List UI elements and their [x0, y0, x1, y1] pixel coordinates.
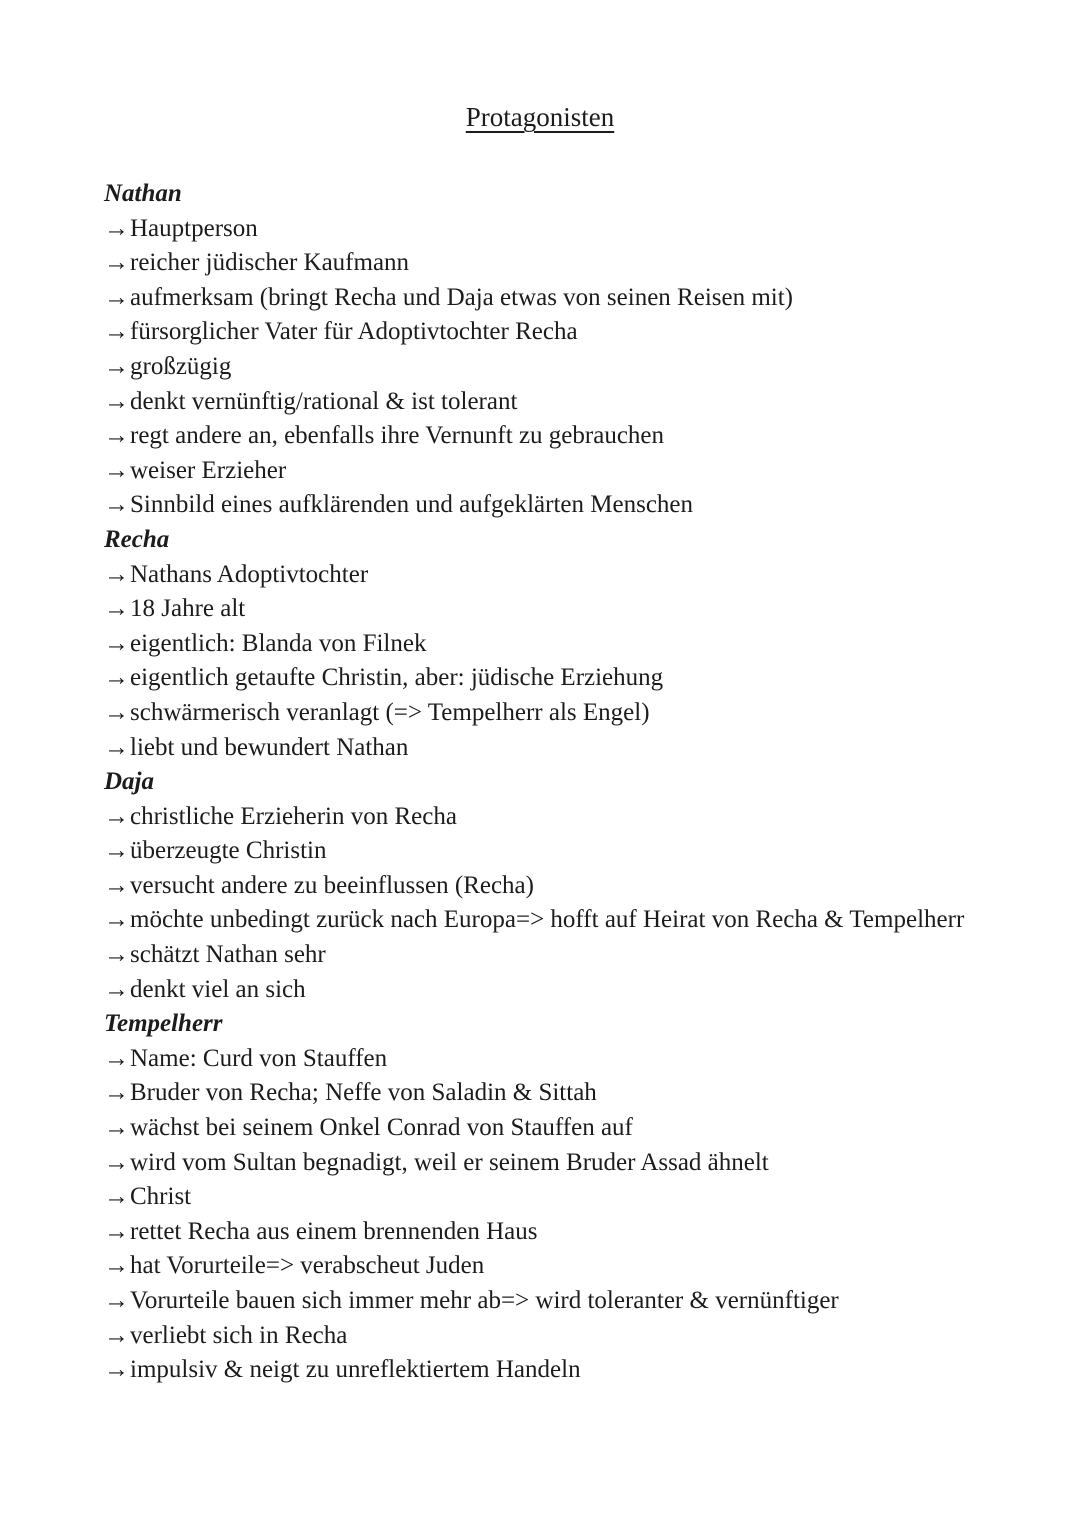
- bullet-text: denkt vernünftig/rational & ist tolerant: [130, 387, 518, 415]
- bullet-item: [104, 246, 984, 281]
- section-heading: Nathan: [104, 180, 182, 207]
- arrow-bullet-icon: →: [104, 941, 129, 969]
- section-heading: Recha: [104, 525, 170, 553]
- arrow-bullet-icon: →: [104, 802, 129, 830]
- bullet-item: [104, 558, 984, 593]
- arrow-bullet-icon: →: [104, 595, 129, 623]
- bullet-text: eigentlich getaufte Christin, aber: jüdische Erziehung: [130, 664, 664, 692]
- bullet-item: [104, 1353, 984, 1388]
- bullet-item: [104, 1146, 984, 1181]
- arrow-bullet-icon: →: [104, 249, 129, 277]
- bullet-text: liebt und bewundert Nathan: [130, 733, 409, 761]
- arrow-bullet-icon: →: [104, 698, 129, 726]
- page-title: Protagonisten: [465, 102, 615, 132]
- bullet-text: Name: Curd von Stauffen: [130, 1044, 388, 1072]
- bullet-item: [104, 869, 984, 904]
- bullet-text: denkt viel an sich: [130, 975, 306, 1003]
- document-body: [104, 177, 984, 1388]
- bullet-item: [104, 315, 984, 350]
- bullet-item: [104, 1284, 984, 1319]
- arrow-bullet-icon: →: [104, 906, 129, 934]
- bullet-item: [104, 212, 984, 247]
- arrow-bullet-icon: →: [104, 560, 129, 588]
- bullet-text: weiser Erzieher: [130, 456, 287, 484]
- bullet-text: aufmerksam (bringt Recha und Daja etwas von seinen Reisen mit): [130, 283, 794, 311]
- bullet-text: hat Vorurteile=> verabscheut Juden: [130, 1252, 485, 1280]
- bullet-item: [104, 1111, 984, 1146]
- bullet-text: verliebt sich in Recha: [130, 1321, 348, 1349]
- bullet-item: [104, 903, 984, 938]
- bullet-text: schätzt Nathan sehr: [130, 941, 326, 969]
- arrow-bullet-icon: →: [104, 1321, 129, 1349]
- bullet-text: versucht andere zu beeinflussen (Recha): [130, 871, 534, 899]
- bullet-text: Sinnbild eines aufklärenden und aufgeklärten Menschen: [130, 491, 694, 519]
- arrow-bullet-icon: →: [104, 422, 129, 450]
- arrow-bullet-icon: →: [104, 1252, 129, 1280]
- bullet-text: impulsiv & neigt zu unreflektiertem Handeln: [130, 1356, 581, 1384]
- arrow-bullet-icon: →: [104, 1148, 129, 1176]
- arrow-bullet-icon: →: [104, 318, 129, 346]
- bullet-text: schwärmerisch veranlagt (=> Tempelherr als Engel): [130, 698, 650, 726]
- bullet-text: überzeugte Christin: [130, 837, 327, 865]
- bullet-item: [104, 800, 984, 835]
- bullet-text: christliche Erzieherin von Recha: [130, 802, 457, 830]
- arrow-bullet-icon: →: [104, 975, 129, 1003]
- bullet-text: möchte unbedingt zurück nach Europa=> hofft auf Heirat von Recha & Tempelherr: [130, 906, 965, 934]
- bullet-item: [104, 1180, 984, 1215]
- bullet-text: Christ: [130, 1183, 192, 1211]
- bullet-item: [104, 1249, 984, 1284]
- arrow-bullet-icon: →: [104, 1079, 129, 1107]
- arrow-bullet-icon: →: [104, 387, 129, 415]
- arrow-bullet-icon: →: [104, 283, 129, 311]
- bullet-item: [104, 661, 984, 696]
- bullet-text: rettet Recha aus einem brennenden Haus: [130, 1217, 538, 1245]
- bullet-item: [104, 1319, 984, 1354]
- arrow-bullet-icon: →: [104, 214, 129, 242]
- bullet-text: wächst bei seinem Onkel Conrad von Stauffen auf: [130, 1114, 633, 1142]
- arrow-bullet-icon: →: [104, 352, 129, 380]
- arrow-bullet-icon: →: [104, 1217, 129, 1245]
- bullet-text: großzügig: [130, 352, 232, 380]
- bullet-item: [104, 385, 984, 420]
- bullet-item: [104, 1042, 984, 1077]
- bullet-item: [104, 454, 984, 489]
- bullet-item: [104, 419, 984, 454]
- arrow-bullet-icon: →: [104, 491, 129, 519]
- section-heading: Tempelherr: [104, 1010, 223, 1038]
- bullet-text: Bruder von Recha; Neffe von Saladin & Sittah: [130, 1079, 597, 1107]
- arrow-bullet-icon: →: [104, 871, 129, 899]
- arrow-bullet-icon: →: [104, 1114, 129, 1142]
- arrow-bullet-icon: →: [104, 664, 129, 692]
- arrow-bullet-icon: →: [104, 837, 129, 865]
- arrow-bullet-icon: →: [104, 1044, 129, 1072]
- bullet-text: Vorurteile bauen sich immer mehr ab=> wird toleranter & vernünftiger: [130, 1287, 839, 1314]
- bullet-item: [104, 834, 984, 869]
- arrow-bullet-icon: →: [104, 1356, 129, 1384]
- bullet-text: 18 Jahre alt: [130, 595, 246, 623]
- arrow-bullet-icon: →: [104, 1183, 129, 1211]
- bullet-text: reicher jüdischer Kaufmann: [130, 249, 410, 277]
- bullet-item: [104, 973, 984, 1008]
- bullet-item: [104, 1215, 984, 1250]
- bullet-item: [104, 731, 984, 766]
- section-heading: Daja: [104, 768, 154, 796]
- bullet-item: [104, 627, 984, 662]
- bullet-text: fürsorglicher Vater für Adoptivtochter Recha: [130, 318, 578, 346]
- bullet-item: [104, 696, 984, 731]
- bullet-item: [104, 592, 984, 627]
- arrow-bullet-icon: →: [104, 1287, 129, 1314]
- arrow-bullet-icon: →: [104, 733, 129, 761]
- bullet-item: [104, 350, 984, 385]
- bullet-text: regt andere an, ebenfalls ihre Vernunft zu gebrauchen: [130, 422, 665, 450]
- bullet-text: wird vom Sultan begnadigt, weil er seinem Bruder Assad ähnelt: [130, 1148, 769, 1176]
- arrow-bullet-icon: →: [104, 456, 129, 484]
- bullet-text: Hauptperson: [130, 214, 258, 242]
- bullet-text: eigentlich: Blanda von Filnek: [130, 629, 427, 657]
- arrow-bullet-icon: →: [104, 629, 129, 657]
- bullet-item: [104, 488, 984, 523]
- bullet-item: [104, 281, 984, 316]
- bullet-item: [104, 938, 984, 973]
- bullet-item: [104, 1076, 984, 1111]
- bullet-text: Nathans Adoptivtochter: [130, 560, 369, 588]
